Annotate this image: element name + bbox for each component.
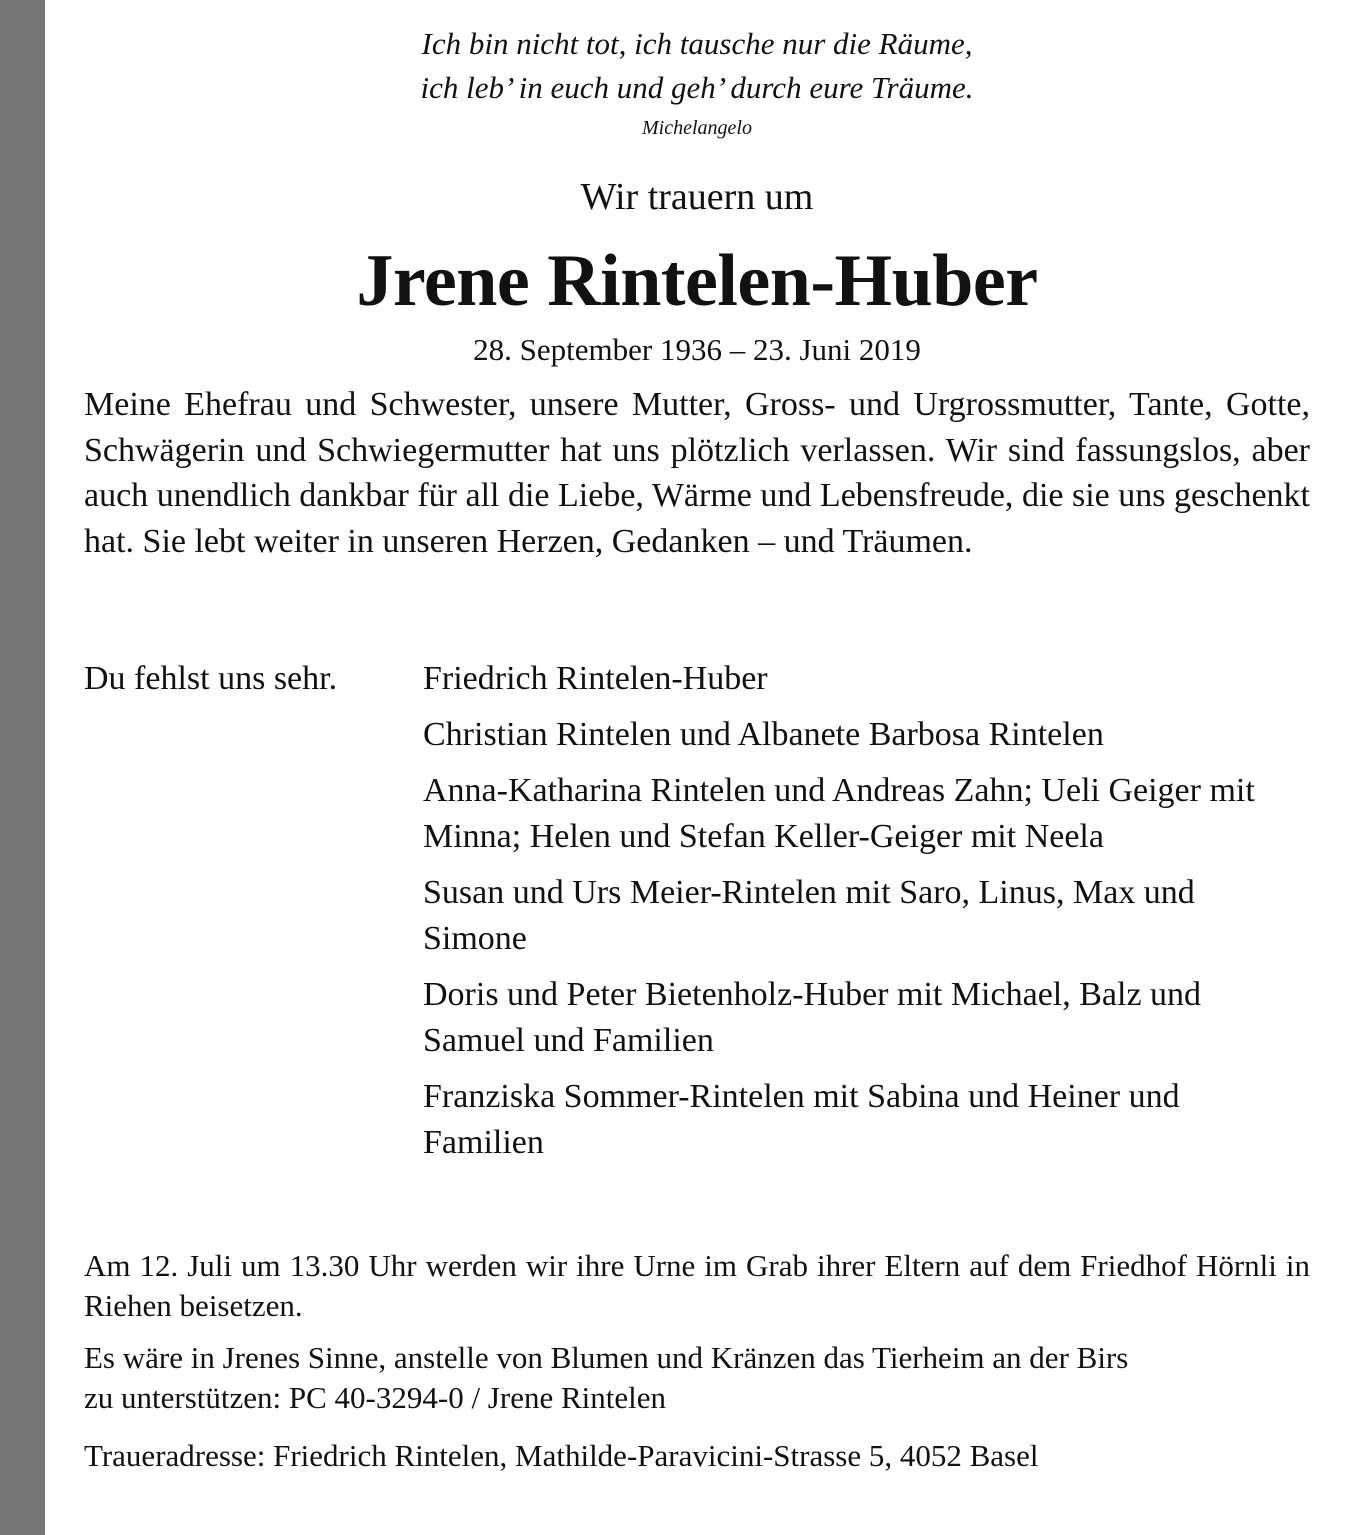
donation-line-2: zu unterstützen: PC 40-3294-0 / Jrene Rintelen (84, 1380, 666, 1415)
quote-line-2: ich leb’ in euch und geh’ durch eure Träume. (420, 70, 974, 105)
life-dates: 28. September 1936 – 23. Juni 2019 (473, 332, 921, 367)
left-margin-bar (0, 0, 45, 1535)
donation-info (84, 1338, 1310, 1418)
donation-line-1: Es wäre in Jrenes Sinne, anstelle von Blumen und Kränzen das Tierheim an der Birs (84, 1340, 1129, 1375)
obituary-text: Meine Ehefrau und Schwester, unsere Mutter, Gross- und Urgrossmutter, Tante, Gotte, Schwägerin und Schwiegermutter hat uns plötzlich verlassen. Wir sind fassungslos, aber auch unendlich dankbar für all die Liebe, Wärme und Lebensfreude, die sie uns geschenkt hat. Sie lebt weiter in unseren Herzen, Gedanken – und Träumen. (84, 386, 1310, 560)
closing-phrase: Du fehlst uns sehr. (84, 660, 338, 697)
quote-author: Michelangelo (642, 117, 752, 139)
mourning-address: Traueradresse: Friedrich Rintelen, Mathilde-Paravicini-Strasse 5, 4052 Basel (84, 1438, 1039, 1473)
mourner-entry: Doris und Peter Bietenholz-Huber mit Michael, Balz und Samuel und Familien (423, 976, 1202, 1059)
funeral-info: Am 12. Juli um 13.30 Uhr werden wir ihre Urne im Grab ihrer Eltern auf dem Friedhof Hörnli in Riehen beisetzen. (84, 1248, 1310, 1323)
mourning-intro: Wir trauern um (580, 176, 814, 218)
quote-line-1: Ich bin nicht tot, ich tausche nur die Räume, (421, 26, 973, 61)
deceased-name: Jrene Rintelen-Huber (356, 240, 1038, 322)
epitaph-quote (84, 22, 1310, 110)
mourner-entry: Friedrich Rintelen-Huber (423, 660, 768, 697)
mourners-list (423, 656, 1303, 1176)
mourner-entry: Christian Rintelen und Albanete Barbosa Rintelen (423, 716, 1104, 753)
mourner-entry: Franziska Sommer-Rintelen mit Sabina und Heiner und Familien (423, 1078, 1180, 1161)
mourner-entry: Susan und Urs Meier-Rintelen mit Saro, Linus, Max und Simone (423, 874, 1195, 957)
mourner-entry: Anna-Katharina Rintelen und Andreas Zahn; Ueli Geiger mit Minna; Helen und Stefan Keller-Geiger mit Neela (423, 772, 1255, 855)
